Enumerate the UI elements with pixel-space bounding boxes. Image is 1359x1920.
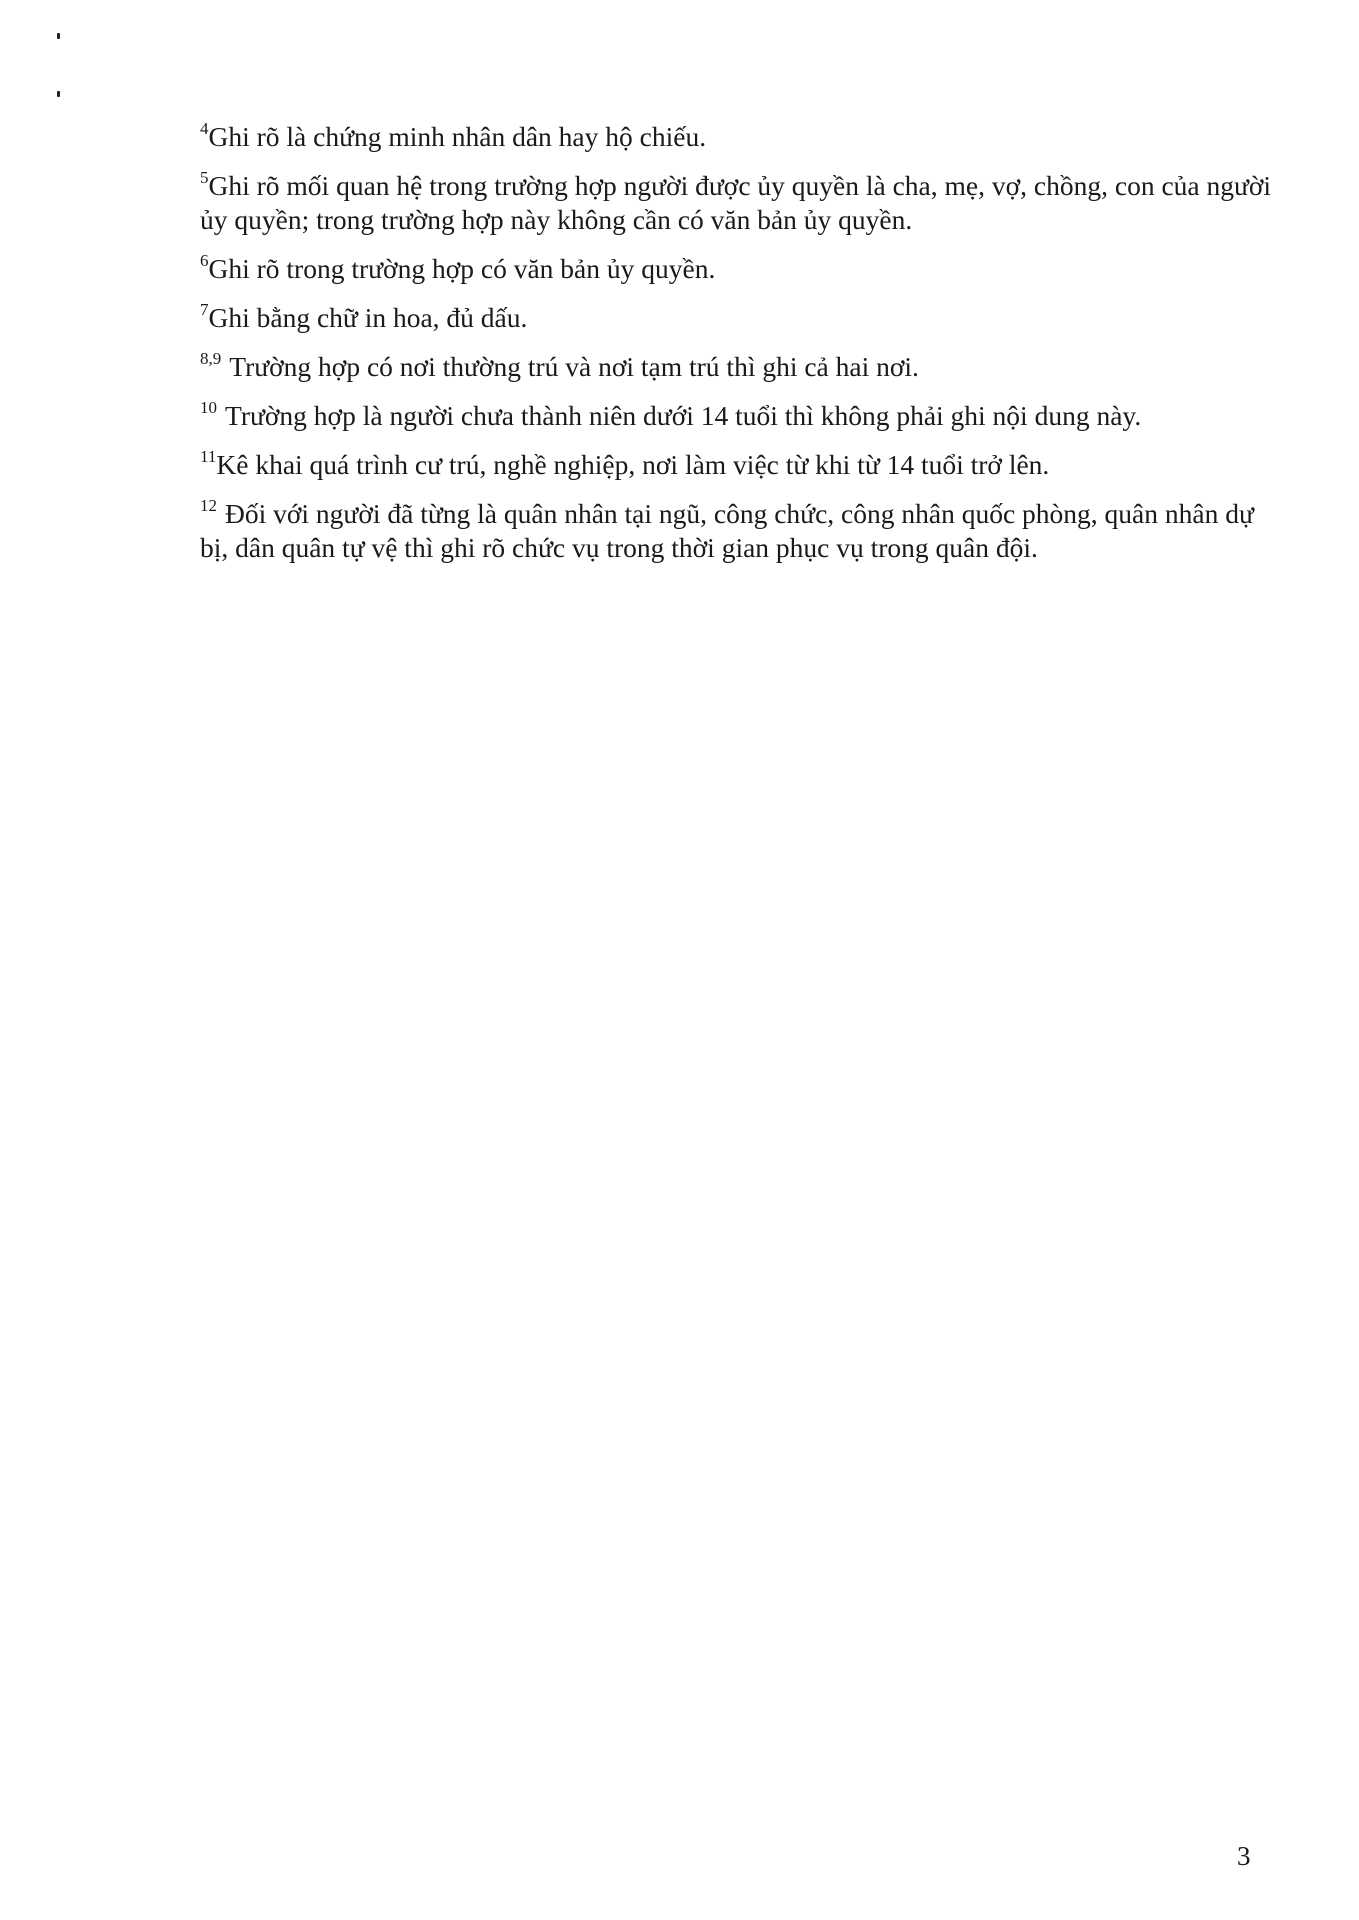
page-number: 3 (1237, 1841, 1251, 1871)
footnote-number: 12 (200, 495, 217, 515)
footnote-7 (200, 301, 1275, 335)
footnote-12 (200, 497, 1275, 565)
footnote-number: 11 (200, 446, 217, 466)
footnote-text: Ghi rõ mối quan hệ trong trường hợp người được ủy quyền là cha, mẹ, vợ, chồng, con của người ủy quyền; trong trường hợp này không cần có văn bản ủy quyền. (200, 170, 1272, 235)
footnote-number: 7 (200, 299, 209, 319)
scan-mark (57, 91, 60, 97)
footnote-6 (200, 252, 1275, 286)
footnote-5 (200, 169, 1275, 237)
footnote-11 (200, 448, 1275, 482)
footnote-number: 5 (200, 167, 209, 187)
footnote-text: Ghi bằng chữ in hoa, đủ dấu. (208, 302, 528, 333)
footnote-text: Trường hợp là người chưa thành niên dưới 14 tuổi thì không phải ghi nội dung này. (225, 400, 1142, 431)
footnote-8-9 (200, 350, 1275, 384)
scan-mark (57, 33, 60, 39)
footnote-10 (200, 399, 1275, 433)
footnote-number: 10 (200, 397, 217, 417)
footnote-text: Ghi rõ trong trường hợp có văn bản ủy quyền. (208, 253, 716, 284)
footnote-text: Kê khai quá trình cư trú, nghề nghiệp, nơi làm việc từ khi từ 14 tuổi trở lên. (216, 449, 1050, 480)
footnote-4 (200, 120, 1275, 154)
footnote-text: Đối với người đã từng là quân nhân tại ngũ, công chức, công nhân quốc phòng, quân nhân dự bị, dân quân tự vệ thì ghi rõ chức vụ trong thời gian phục vụ trong quân đội. (200, 498, 1254, 563)
footnote-number: 6 (200, 250, 209, 270)
footnote-text: Trường hợp có nơi thường trú và nơi tạm trú thì ghi cả hai nơi. (229, 351, 919, 382)
footnotes-list (200, 120, 1275, 580)
footnote-number: 8,9 (200, 348, 222, 368)
footnote-number: 4 (200, 118, 209, 138)
footnote-text: Ghi rõ là chứng minh nhân dân hay hộ chiếu. (208, 121, 707, 152)
